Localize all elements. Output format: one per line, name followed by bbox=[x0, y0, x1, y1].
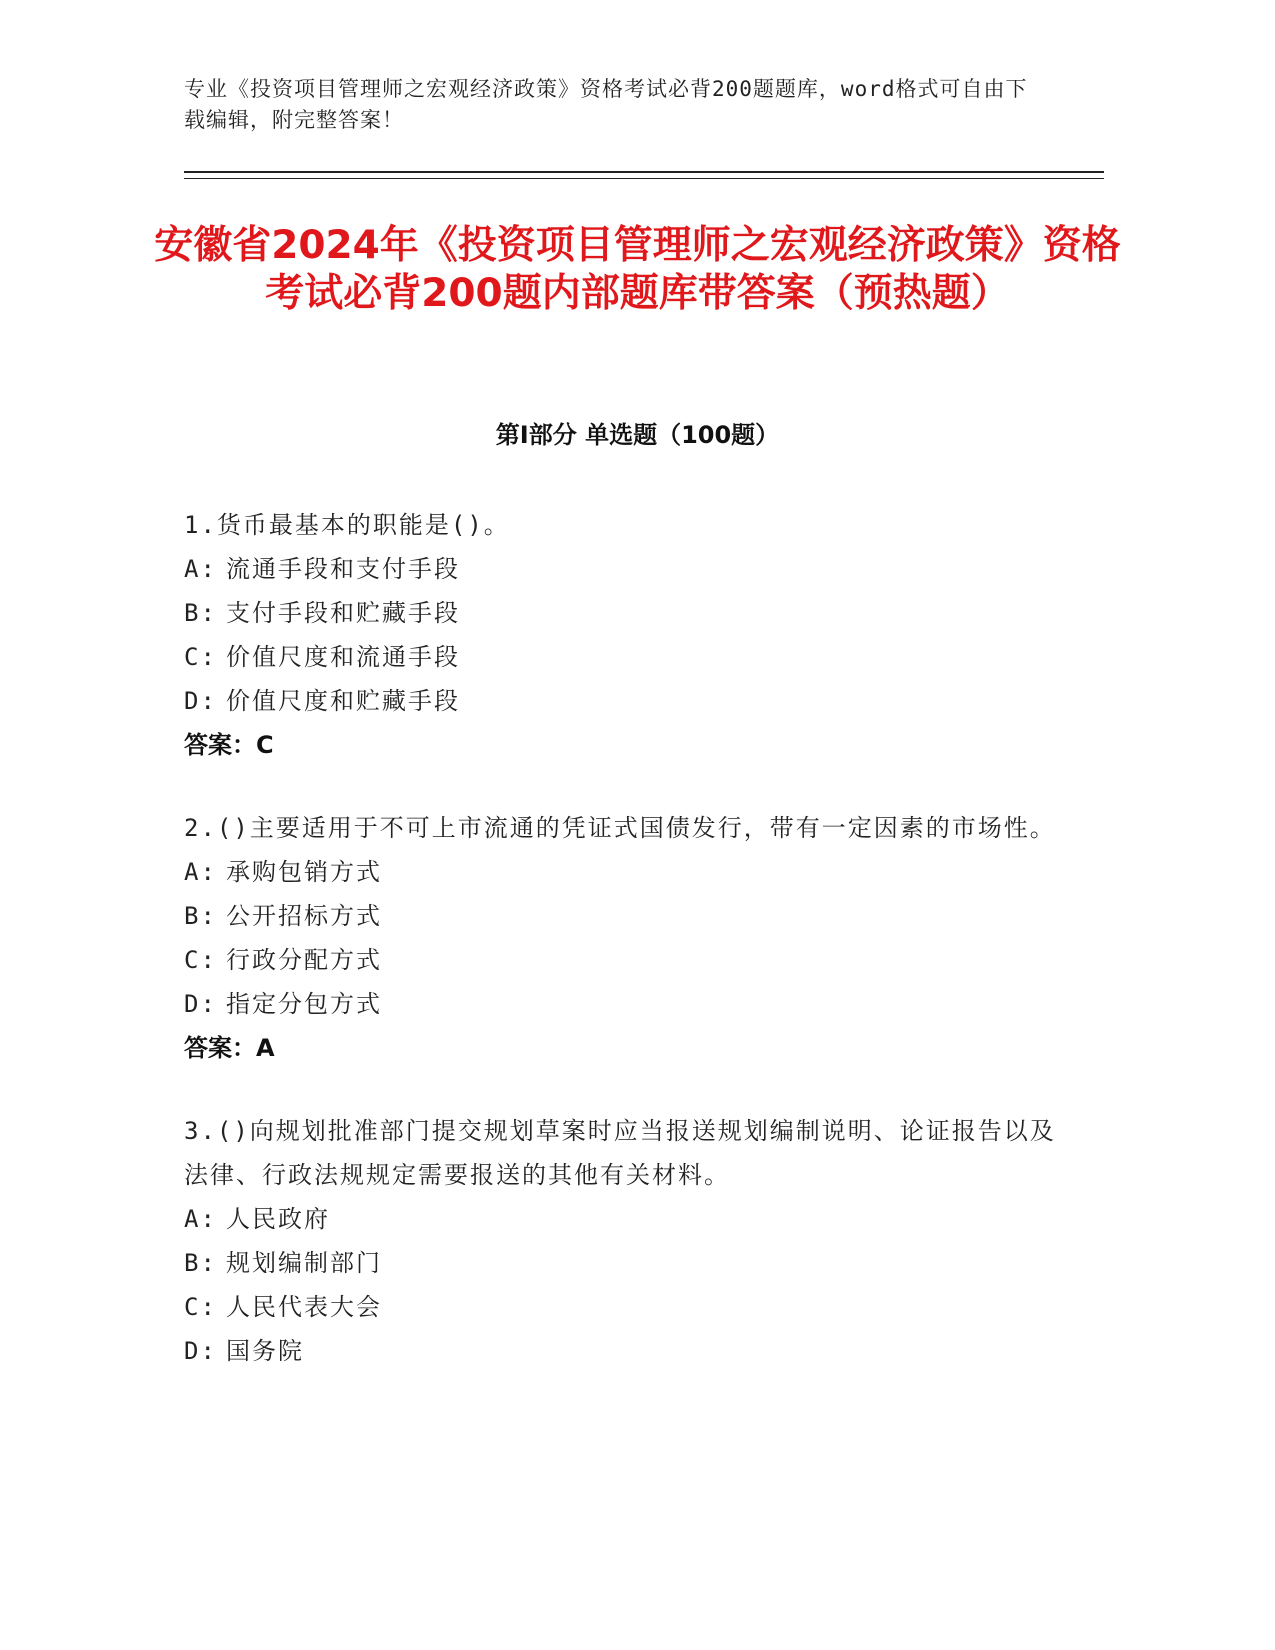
option-text: 国务院 bbox=[226, 1337, 304, 1365]
option-a bbox=[184, 547, 1064, 591]
question-stem: 2.()主要适用于不可上市流通的凭证式国债发行，带有一定因素的市场性。 bbox=[184, 814, 1056, 842]
option-letter: C: bbox=[184, 946, 217, 974]
option-text: 流通手段和支付手段 bbox=[226, 555, 460, 583]
option-c bbox=[184, 635, 1064, 679]
option-b bbox=[184, 894, 1064, 938]
option-letter: D: bbox=[184, 990, 217, 1018]
option-text: 支付手段和贮藏手段 bbox=[226, 599, 460, 627]
answer-line bbox=[184, 1026, 1064, 1070]
option-text: 价值尺度和流通手段 bbox=[226, 643, 460, 671]
option-letter: A: bbox=[184, 555, 217, 583]
option-letter: D: bbox=[184, 1337, 217, 1365]
option-text: 人民政府 bbox=[226, 1205, 330, 1233]
answer-value: C bbox=[256, 731, 274, 759]
option-c bbox=[184, 1285, 1064, 1329]
header-divider-thick bbox=[184, 171, 1104, 173]
header-divider-thin bbox=[184, 178, 1104, 179]
option-text: 价值尺度和贮藏手段 bbox=[226, 687, 460, 715]
header-note: 专业《投资项目管理师之宏观经济政策》资格考试必背200题题库，word格式可自由下载编辑，附完整答案！ bbox=[184, 77, 1028, 132]
answer-label: 答案： bbox=[184, 731, 256, 759]
option-d bbox=[184, 679, 1064, 723]
option-letter: C: bbox=[184, 1293, 217, 1321]
option-a bbox=[184, 850, 1064, 894]
option-text: 行政分配方式 bbox=[226, 946, 382, 974]
section-title: 第Ⅰ部分 单选题（100题） bbox=[495, 421, 780, 449]
answer-value: A bbox=[256, 1034, 275, 1062]
option-b bbox=[184, 1241, 1064, 1285]
question-stem: 3.()向规划批准部门提交规划草案时应当报送规划编制说明、论证报告以及法律、行政法规规定需要报送的其他有关材料。 bbox=[184, 1117, 1056, 1189]
option-letter: D: bbox=[184, 687, 217, 715]
option-letter: B: bbox=[184, 599, 217, 627]
question-3 bbox=[184, 1109, 1064, 1373]
option-a bbox=[184, 1197, 1064, 1241]
option-text: 指定分包方式 bbox=[226, 990, 382, 1018]
answer-line bbox=[184, 723, 1064, 767]
option-d bbox=[184, 1329, 1064, 1373]
option-letter: B: bbox=[184, 902, 217, 930]
question-2 bbox=[184, 806, 1064, 1070]
option-text: 人民代表大会 bbox=[226, 1293, 382, 1321]
document-title: 安徽省2024年《投资项目管理师之宏观经济政策》资格考试必背200题内部题库带答案（预热题） bbox=[154, 223, 1121, 316]
option-letter: B: bbox=[184, 1249, 217, 1277]
question-1 bbox=[184, 503, 1064, 767]
option-text: 承购包销方式 bbox=[226, 858, 382, 886]
option-letter: A: bbox=[184, 1205, 217, 1233]
option-letter: C: bbox=[184, 643, 217, 671]
question-stem: 1.货币最基本的职能是()。 bbox=[184, 511, 510, 539]
option-text: 公开招标方式 bbox=[226, 902, 382, 930]
option-text: 规划编制部门 bbox=[226, 1249, 382, 1277]
option-b bbox=[184, 591, 1064, 635]
option-letter: A: bbox=[184, 858, 217, 886]
option-d bbox=[184, 982, 1064, 1026]
option-c bbox=[184, 938, 1064, 982]
question-list bbox=[184, 503, 1064, 1412]
answer-label: 答案： bbox=[184, 1034, 256, 1062]
